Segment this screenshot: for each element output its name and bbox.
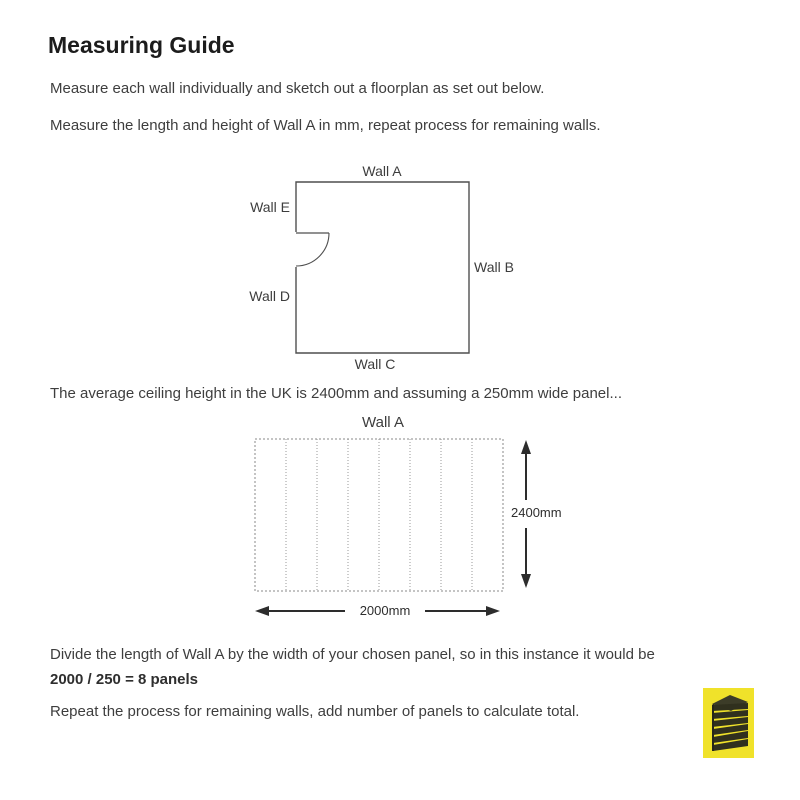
floorplan-wall-d-label: Wall D <box>249 288 290 304</box>
floorplan-wall-c-label: Wall C <box>354 356 396 372</box>
ceiling-note: The average ceiling height in the UK is 2400mm and assuming a 250mm wide panel... <box>50 385 622 402</box>
divide-instruction: Divide the length of Wall A by the width of your chosen panel, so in this instance it would be <box>50 646 655 663</box>
arrow-up-icon <box>521 440 531 454</box>
page-title: Measuring Guide <box>48 32 235 58</box>
arrow-right-icon <box>486 606 500 616</box>
floorplan-outline <box>296 182 469 353</box>
panel-diagram-drawing <box>240 430 570 625</box>
height-dimension-label: 2400mm <box>511 505 562 520</box>
panel-divider-lines <box>286 439 472 591</box>
intro-line-1: Measure each wall individually and sketch out a floorplan as set out below. <box>50 80 545 97</box>
floorplan-wall-b-label: Wall B <box>474 259 514 275</box>
arrow-left-icon <box>255 606 269 616</box>
floorplan-wall-a-label: Wall A <box>362 163 402 179</box>
panel-diagram <box>240 430 570 625</box>
repeat-instruction: Repeat the process for remaining walls, add number of panels to calculate total. <box>50 703 580 720</box>
stacked-wall-panels-logo-icon <box>703 688 754 758</box>
intro-line-2: Measure the length and height of Wall A in mm, repeat process for remaining walls. <box>50 117 601 134</box>
divide-result: 2000 / 250 = 8 panels <box>50 671 199 688</box>
door-swing-arc <box>296 233 329 266</box>
logo-left-edge <box>712 704 714 751</box>
panel-diagram-title: Wall A <box>362 414 404 431</box>
logo-graphic <box>703 688 754 758</box>
arrow-down-icon <box>521 574 531 588</box>
width-dimension-label: 2000mm <box>359 603 411 618</box>
floorplan-wall-e-label: Wall E <box>250 199 290 215</box>
